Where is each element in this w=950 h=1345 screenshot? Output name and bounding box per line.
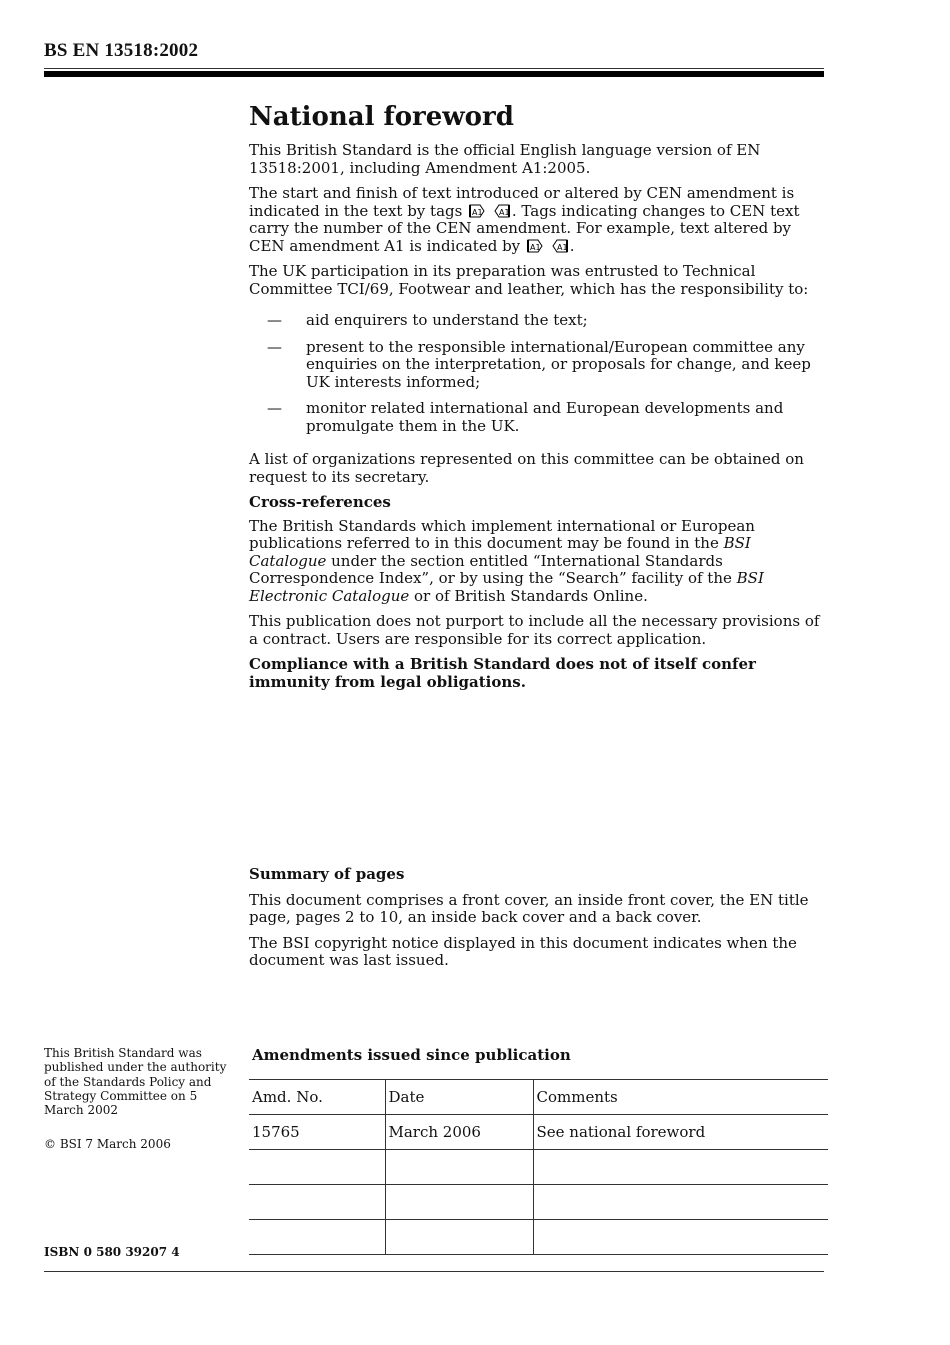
cell-amd-no [249, 1185, 385, 1220]
start-tag-label: A1 [472, 207, 483, 217]
header-amd-no: Amd. No. [249, 1080, 385, 1115]
footer-rule [44, 1271, 824, 1272]
dash-bullet: — [267, 337, 282, 356]
cell-comments [533, 1185, 828, 1220]
crossref-text-a: The British Standards which implement international or European publications referred to in this document may be found in the [249, 516, 755, 552]
start-tag-icon [527, 239, 543, 253]
summary-paragraph: This document comprises a front cover, an inside front cover, the EN title page, pages 2 to 10, an inside back cover and a back cover. [249, 890, 809, 926]
dash-bullet: — [267, 311, 282, 329]
list-item-text: monitor related international and European developments and promulgate them in the UK. [306, 399, 784, 435]
amendments-title: Amendments issued since publication [252, 1046, 571, 1064]
end-tag-label: A1 [498, 207, 510, 217]
crossref-text-c: or of British Standards Online. [414, 586, 648, 605]
isbn: ISBN 0 580 39207 4 [44, 1245, 180, 1259]
crossref-paragraph [249, 518, 829, 606]
tags-text-middle: . Tags indicating changes to CEN text carry the number of the CEN amendment. For example, text altered by CEN amendment A1 is indicated by [249, 201, 800, 255]
summary-heading: Summary of pages [249, 865, 405, 883]
publication-sidebar [44, 1046, 234, 1172]
start-tag-icon [469, 204, 485, 218]
cell-amd-no [249, 1220, 385, 1255]
bsi-electronic-catalogue: BSI Electronic Catalogue [249, 569, 764, 605]
page-title: National foreword [249, 102, 514, 132]
header-date: Date [385, 1080, 533, 1115]
table-row [249, 1185, 828, 1220]
tags-text-end: . [569, 236, 575, 255]
authority-note: This British Standard was published under the authority of the Standards Policy and Strategy Committee on 5 March 2002 [44, 1046, 227, 1118]
bsi-catalogue: BSI Catalogue [249, 534, 751, 570]
table-row [249, 1115, 828, 1150]
header-comments: Comments [533, 1080, 828, 1115]
list-item-text: present to the responsible international/European committee any enquiries on the interpretation, or proposals for change, and keep UK interests informed; [306, 337, 811, 391]
end-tag-icon [552, 239, 568, 253]
committee-paragraph: The UK participation in its preparation was entrusted to Technical Committee TCI/69, Footwear and leather, which has the responsibility to: [249, 262, 809, 298]
start-tag-label: A1 [529, 242, 541, 252]
cell-date [385, 1220, 533, 1255]
list-item [249, 339, 829, 392]
header-rule-thin [44, 68, 824, 69]
cell-date: March 2006 [385, 1115, 533, 1150]
amendment-tags-paragraph [249, 185, 829, 255]
provisions-paragraph: This publication does not purport to include all the necessary provisions of a contract. Users are responsible for its correct application. [249, 612, 820, 648]
cell-comments [533, 1150, 828, 1185]
cell-amd-no: 15765 [249, 1115, 385, 1150]
cell-amd-no [249, 1150, 385, 1185]
table-header-row [249, 1080, 828, 1115]
dash-bullet: — [267, 399, 282, 417]
summary-section [249, 866, 829, 978]
cell-comments [533, 1220, 828, 1255]
amendments-table [249, 1079, 828, 1255]
table-row [249, 1150, 828, 1185]
document-code: BS EN 13518:2002 [44, 40, 199, 61]
foreword-section [249, 100, 829, 699]
copyright-notice-paragraph: The BSI copyright notice displayed in this document indicates when the document was last issued. [249, 933, 797, 969]
list-item [249, 400, 829, 435]
crossref-text-b: under the section entitled “International Standards Correspondence Index”, or by using the “Search” facility of the [249, 551, 732, 587]
organizations-paragraph: A list of organizations represented on this committee can be obtained on request to its secretary. [249, 450, 804, 486]
cell-date [385, 1185, 533, 1220]
intro-paragraph: This British Standard is the official English language version of EN 13518:2001, including Amendment A1:2005. [249, 141, 761, 177]
compliance-statement: Compliance with a British Standard does not of itself confer immunity from legal obligations. [249, 655, 756, 691]
end-tag-icon [494, 204, 510, 218]
copyright-note: © BSI 7 March 2006 [44, 1137, 171, 1152]
end-tag-label: A1 [556, 242, 568, 252]
header-rule-thick [44, 71, 824, 77]
cell-date [385, 1150, 533, 1185]
responsibilities-list [249, 312, 829, 435]
cell-comments: See national foreword [533, 1115, 828, 1150]
crossref-heading: Cross-references [249, 493, 391, 511]
tags-text-start: The start and finish of text introduced or altered by CEN amendment is indicated in the text by tags [249, 184, 795, 220]
list-item [249, 312, 829, 330]
table-row [249, 1220, 828, 1255]
list-item-text: aid enquirers to understand the text; [306, 311, 588, 329]
